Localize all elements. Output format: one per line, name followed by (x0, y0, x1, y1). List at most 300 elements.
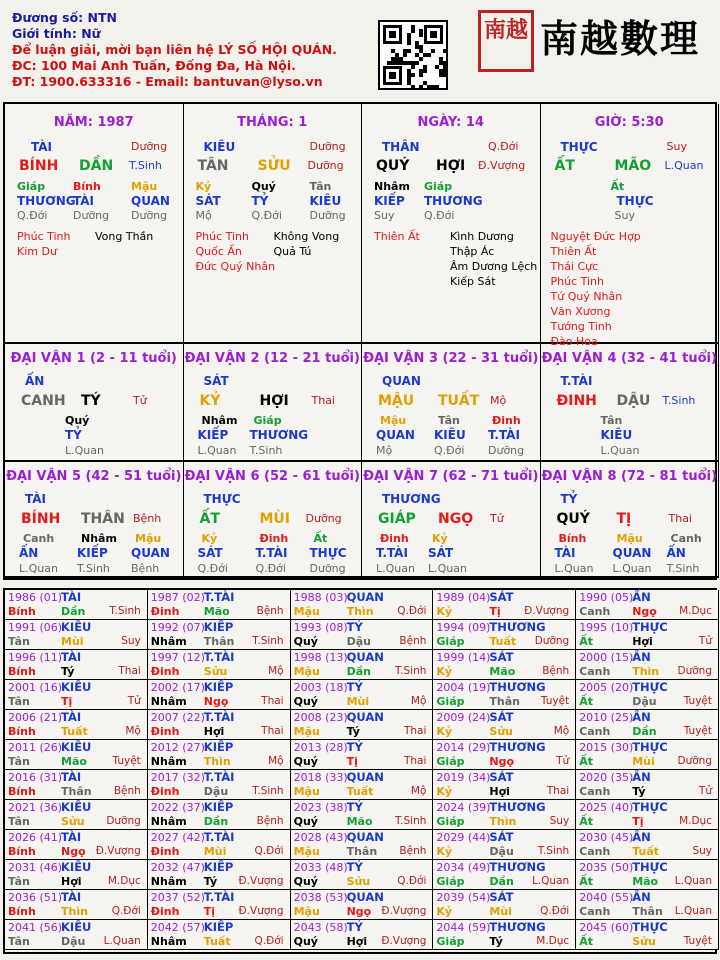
year-label: 1995 (10) (579, 621, 634, 634)
year-branch: Mùi (61, 635, 84, 648)
qr-finder-dot-icon (389, 72, 396, 79)
hidden-stem: Nhâm (201, 414, 238, 427)
qr-module (411, 73, 415, 77)
year-cell (5, 650, 148, 680)
year-phase: Mộ (410, 785, 427, 797)
year-phase: Tuyệt (112, 755, 141, 767)
seal-stamp (478, 10, 534, 72)
hidden-stem: Giáp (253, 414, 282, 427)
star-item: Thập Ác (450, 245, 495, 258)
year-stem: Nhâm (150, 635, 187, 648)
star-item: Thiên Ất (374, 230, 420, 243)
star-item: Thiên Ất (550, 245, 597, 258)
dai-van-stem: BÍNH (21, 511, 61, 527)
year-label: 2044 (59) (436, 921, 491, 934)
year-stem: Mậu (293, 605, 320, 618)
year-stem: Nhâm (150, 875, 187, 888)
hidden-ten-god: QUAN (131, 546, 170, 560)
year-stem: Giáp (436, 755, 465, 768)
year-label: 1988 (03) (293, 591, 348, 604)
qr-module (427, 53, 431, 57)
year-label: 2043 (58) (293, 921, 348, 934)
hidden-stem: Canh (670, 532, 702, 545)
pillar-phase: Dưỡng (307, 159, 344, 172)
year-branch: Thân (489, 695, 520, 708)
year-cell (5, 800, 148, 830)
address-line: ĐC: 100 Mai Anh Tuấn, Đống Đa, Hà Nội. (12, 58, 296, 73)
pillar-stem: BÍNH (19, 158, 59, 174)
year-label: 2017 (32) (150, 771, 205, 784)
year-ten-god: T.TÀI (203, 590, 235, 604)
dai-van-phase: Thai (311, 394, 335, 407)
year-stem: Quý (293, 935, 318, 948)
year-branch: Hợi (203, 725, 225, 738)
dai-van-stem: GIÁP (378, 511, 416, 527)
hidden-phase: L.Quan (600, 444, 640, 457)
year-stem: Giáp (436, 935, 465, 948)
year-phase: Thai (261, 725, 284, 737)
year-phase: Tuyệt (540, 695, 570, 707)
year-label: 2013 (28) (293, 741, 348, 754)
year-cell (148, 800, 291, 830)
year-cell (433, 800, 576, 830)
star-item: Đức Quý Nhân (195, 260, 276, 273)
year-phase: Dưỡng (677, 665, 712, 677)
year-cell (576, 830, 719, 860)
year-ten-god: TỶ (346, 920, 363, 934)
hidden-phase: Suy (614, 209, 635, 222)
year-cell (5, 680, 148, 710)
year-ten-god: TÀI (61, 710, 82, 724)
year-branch: Ngọ (203, 695, 229, 708)
dai-van-branch: TỊ (616, 511, 632, 527)
hidden-stem: Canh (23, 532, 55, 545)
qr-module (411, 65, 415, 69)
year-cell (576, 680, 719, 710)
year-phase: M.Dục (679, 605, 712, 617)
year-phase: Tử (127, 695, 141, 707)
dai-van-ten-god: T.TÀI (560, 374, 593, 388)
year-label: 2016 (31) (8, 771, 63, 784)
year-cell (291, 740, 434, 770)
qr-module (415, 61, 419, 65)
year-stem: Kỷ (436, 905, 453, 918)
year-phase: Mộ (410, 695, 427, 707)
year-ten-god: SÁT (489, 830, 514, 844)
year-branch: Dậu (346, 635, 371, 648)
year-branch: Tuất (489, 635, 517, 648)
year-phase: Tuyệt (683, 695, 712, 707)
star-item: Không Vong (273, 230, 340, 243)
year-ten-god: TÀI (61, 890, 82, 904)
year-ten-god: SÁT (489, 590, 514, 604)
year-ten-god: THỰC (632, 800, 668, 814)
year-phase: L.Quan (103, 935, 141, 947)
year-label: 2009 (24) (436, 711, 491, 724)
year-cell (5, 890, 148, 920)
year-ten-god: KIÊU (61, 920, 92, 934)
gender-value: Nữ (81, 26, 101, 41)
qr-finder-dot-icon (430, 31, 437, 38)
year-branch: Tị (632, 815, 644, 828)
hidden-phase: Q.Đới (251, 209, 282, 222)
year-stem: Canh (579, 785, 611, 798)
year-stem: Ất (579, 875, 593, 888)
year-label: 2002 (17) (150, 681, 205, 694)
dai-van-phase: Bệnh (133, 512, 162, 525)
year-label: 2027 (42) (150, 831, 205, 844)
year-branch: Sửu (632, 935, 656, 948)
year-stem: Quý (293, 755, 318, 768)
hidden-phase: L.Quan (19, 562, 58, 575)
year-cell (148, 920, 291, 950)
year-cell (148, 860, 291, 890)
year-label: 1986 (01) (8, 591, 63, 604)
year-phase: Q.Đới (111, 905, 141, 917)
year-branch: Hợi (632, 635, 653, 648)
hidden-phase: Suy (374, 209, 395, 222)
year-ten-god: SÁT (489, 710, 514, 724)
qr-finder-dot-icon (389, 31, 396, 38)
year-phase: M.Dục (107, 875, 141, 887)
qr-code-icon[interactable] (378, 20, 448, 90)
pillar-branch: SỬU (257, 158, 291, 174)
year-ten-god: SÁT (489, 890, 514, 904)
year-phase: Đ.Vượng (524, 605, 570, 617)
qr-module (403, 53, 407, 57)
year-ten-god: THỰC (632, 620, 668, 634)
dai-van-stem: ĐINH (556, 393, 597, 409)
year-label: 1994 (09) (436, 621, 491, 634)
year-ten-god: KIẾP (203, 740, 234, 754)
year-label: 2042 (57) (150, 921, 205, 934)
year-branch: Ngọ (61, 845, 86, 858)
year-branch: Dậu (632, 695, 657, 708)
year-cell (576, 620, 719, 650)
year-branch: Thìn (632, 665, 660, 678)
year-label: 2010 (25) (579, 711, 634, 724)
star-item: Nguyệt Đức Hợp (550, 230, 641, 243)
year-cell (148, 590, 291, 620)
year-label: 2015 (30) (579, 741, 634, 754)
qr-module (419, 57, 423, 61)
dai-van-branch: TÝ (81, 393, 101, 409)
year-branch: Thân (632, 905, 663, 918)
year-branch: Tuất (632, 845, 659, 858)
year-cell (433, 590, 576, 620)
hidden-ten-god: SÁT (428, 546, 454, 560)
star-item: Âm Dương Lệch (450, 260, 538, 273)
year-stem: Bính (8, 725, 36, 738)
year-stem: Kỷ (436, 665, 453, 678)
year-phase: Bệnh (399, 635, 427, 647)
pillar-cell (184, 104, 363, 344)
hidden-stem: Bính (558, 532, 587, 545)
year-label: 1993 (08) (293, 621, 348, 634)
dai-van-cell (362, 462, 541, 578)
year-stem: Bính (8, 665, 36, 678)
year-cell (148, 710, 291, 740)
year-ten-god: THỰC (632, 920, 668, 934)
star-item: Quốc Ấn (195, 245, 242, 258)
year-stem: Ất (579, 695, 593, 708)
year-branch: Tị (203, 905, 216, 918)
hidden-phase: L.Quan (554, 562, 594, 575)
year-branch: Tuất (203, 935, 231, 948)
year-stem: Nhâm (150, 755, 187, 768)
year-cell (291, 800, 434, 830)
hidden-ten-god: TỶ (65, 428, 82, 442)
pillar-title: GIỜ: 5:30 (594, 115, 664, 130)
dai-van-title: ĐẠI VẬN 6 (52 - 61 tuổi) (184, 469, 360, 484)
year-stem: Giáp (436, 635, 465, 648)
hidden-stem: Ất (610, 180, 625, 193)
year-label: 2032 (47) (150, 861, 205, 874)
year-branch: Tý (203, 875, 218, 888)
pillar-stem: TÂN (197, 158, 229, 174)
year-cell (5, 590, 148, 620)
year-phase: Tuyệt (683, 725, 712, 737)
year-phase: Mộ (268, 665, 284, 677)
year-cell (5, 620, 148, 650)
year-phase: Đ.Vượng (238, 875, 284, 887)
dai-van-ten-god: SÁT (203, 374, 229, 388)
dai-van-cell (184, 462, 363, 578)
year-cell (576, 770, 719, 800)
year-label: 2014 (29) (436, 741, 491, 754)
year-stem: Đinh (150, 845, 180, 858)
year-ten-god: THƯƠNG (489, 680, 546, 694)
star-item: Phúc Tinh (17, 230, 71, 243)
year-phase: Bệnh (256, 815, 284, 827)
hidden-ten-god: KIẾP (197, 428, 229, 442)
dai-van-title: ĐẠI VẬN 5 (42 - 51 tuổi) (6, 469, 182, 484)
year-cell (433, 710, 576, 740)
qr-module (443, 73, 447, 77)
hidden-ten-god: QUAN (131, 194, 170, 208)
year-cell (5, 740, 148, 770)
star-item: Văn Xương (550, 305, 611, 318)
hidden-ten-god: KIẾP (77, 546, 108, 560)
hidden-phase: Q.Đới (434, 444, 465, 457)
year-branch: Tý (632, 785, 646, 798)
dai-van-phase: Dưỡng (305, 512, 342, 525)
year-ten-god: TỶ (346, 860, 363, 874)
year-phase: Thai (403, 725, 427, 737)
year-stem: Quý (293, 815, 318, 828)
year-stem: Ất (579, 755, 593, 768)
hidden-stem: Ất (313, 532, 328, 545)
hidden-ten-god: ẤN (666, 546, 686, 560)
year-phase: Q.Đới (397, 875, 427, 887)
year-ten-god: KIẾP (203, 620, 234, 634)
year-phase: Dưỡng (106, 815, 141, 827)
year-stem: Tân (8, 635, 30, 648)
hidden-stem: Tân (600, 414, 623, 427)
qr-module (423, 69, 427, 73)
year-ten-god: ẤN (632, 830, 651, 844)
year-ten-god: KIÊU (61, 740, 92, 754)
pillar-cell (362, 104, 541, 344)
dai-van-ten-god: THƯƠNG (382, 492, 441, 506)
year-cell (148, 650, 291, 680)
hidden-ten-god: ẤN (19, 546, 39, 560)
seal-text: 南越 (483, 17, 528, 43)
year-cell (433, 860, 576, 890)
year-ten-god: TỶ (346, 620, 363, 634)
owner-label: Đương số: (12, 10, 84, 25)
year-label: 2007 (22) (150, 711, 205, 724)
year-branch: Mùi (632, 755, 655, 768)
hidden-stem: Kỷ (432, 532, 448, 545)
hidden-phase: Q.Đới (255, 562, 286, 575)
dai-van-title: ĐẠI VẬN 7 (62 - 71 tuổi) (363, 469, 539, 484)
year-ten-god: KIẾP (203, 800, 234, 814)
year-branch: Dậu (203, 785, 229, 798)
year-cell (291, 710, 434, 740)
year-label: 2025 (40) (579, 801, 634, 814)
year-label: 2030 (45) (579, 831, 634, 844)
year-label: 2045 (60) (579, 921, 634, 934)
year-phase: Đ.Vượng (381, 905, 427, 917)
year-ten-god: TÀI (61, 590, 82, 604)
year-phase: L.Quan (531, 875, 570, 887)
hidden-phase: L.Quan (65, 444, 104, 457)
pillar-star: Dưỡng (131, 140, 168, 153)
dai-van-ten-god: QUAN (382, 374, 421, 388)
year-label: 2038 (53) (293, 891, 348, 904)
year-branch: Thìn (346, 605, 374, 618)
year-phase: Dưỡng (534, 635, 570, 647)
hidden-stem: Đinh (380, 532, 409, 545)
year-label: 1996 (11) (8, 651, 63, 664)
year-label: 2021 (36) (8, 801, 63, 814)
dai-van-branch: THÂN (81, 511, 125, 527)
year-phase: Suy (692, 845, 712, 857)
year-label: 2018 (33) (293, 771, 348, 784)
year-label: 1992 (07) (150, 621, 205, 634)
year-label: 1989 (04) (436, 591, 491, 604)
year-label: 2037 (52) (150, 891, 205, 904)
year-ten-god: QUAN (346, 590, 384, 604)
hidden-phase: T.Sinh (249, 444, 283, 457)
pillar-phase: L.Quan (664, 159, 704, 172)
year-label: 2022 (37) (150, 801, 205, 814)
year-stem: Tân (8, 935, 30, 948)
year-stem: Canh (579, 845, 611, 858)
year-ten-god: QUAN (346, 770, 384, 784)
year-stem: Quý (293, 695, 318, 708)
year-ten-god: THƯƠNG (489, 920, 546, 934)
dai-van-cell (184, 344, 363, 462)
hidden-ten-god: THƯƠNG (249, 428, 309, 442)
year-phase: Mộ (268, 755, 284, 767)
dai-van-cell (362, 344, 541, 462)
pillar-ten-god: THỰC (560, 140, 598, 154)
year-ten-god: THƯƠNG (489, 800, 546, 814)
year-cell (148, 740, 291, 770)
year-stem: Giáp (436, 815, 465, 828)
hidden-stem: Tân (309, 180, 332, 193)
year-cell (291, 590, 434, 620)
year-ten-god: ẤN (632, 710, 651, 724)
star-item: Kình Dương (450, 230, 514, 243)
year-label: 1997 (12) (150, 651, 205, 664)
year-cell (576, 860, 719, 890)
year-stem: Tân (8, 755, 30, 768)
qr-module (419, 33, 423, 37)
year-branch: Sửu (489, 725, 513, 738)
year-ten-god: KIẾP (203, 680, 234, 694)
year-branch: Dậu (489, 845, 514, 858)
pillar-branch: HỢI (436, 158, 466, 174)
year-cell (5, 830, 148, 860)
hidden-ten-god: THỰC (309, 546, 347, 560)
year-stem: Nhâm (150, 695, 187, 708)
star-item: Thái Cực (550, 260, 599, 273)
dai-van-branch: TUẤT (438, 393, 480, 409)
hidden-ten-god: KIÊU (434, 428, 466, 442)
hidden-stem: Nhâm (81, 532, 117, 545)
year-stem: Bính (8, 905, 36, 918)
year-branch: Mão (632, 875, 659, 888)
hidden-phase: Dưỡng (73, 209, 110, 222)
hidden-ten-god: T.TÀI (488, 428, 520, 442)
hidden-ten-god: T.TÀI (255, 546, 288, 560)
year-label: 2004 (19) (436, 681, 491, 694)
qr-module (407, 49, 411, 53)
hidden-phase: Q.Đới (424, 209, 455, 222)
year-branch: Tuất (346, 785, 374, 798)
year-phase: Q.Đới (397, 605, 427, 617)
year-phase: Tử (698, 785, 712, 797)
hidden-ten-god: THƯƠNG (17, 194, 76, 208)
year-branch: Tý (61, 665, 75, 678)
year-cell (576, 920, 719, 950)
dai-van-stem: KỶ (199, 393, 221, 409)
year-phase: Thai (261, 695, 284, 707)
pillar-ten-god: TÀI (31, 140, 53, 154)
year-cell (148, 680, 291, 710)
dai-van-title: ĐẠI VẬN 1 (2 - 11 tuổi) (10, 351, 177, 366)
year-label: 2011 (26) (8, 741, 63, 754)
year-phase: Đ.Vượng (95, 845, 141, 857)
year-phase: Mộ (125, 725, 141, 737)
year-stem: Giáp (436, 875, 465, 888)
year-label: 2028 (43) (293, 831, 348, 844)
year-ten-god: THỰC (632, 740, 668, 754)
year-cell (291, 650, 434, 680)
hidden-phase: T.Sinh (666, 562, 700, 575)
year-branch: Dần (61, 605, 86, 618)
year-branch: Mão (489, 665, 516, 678)
year-cell (433, 890, 576, 920)
dai-van-cell (5, 344, 184, 462)
year-stem: Mậu (293, 905, 320, 918)
dai-van-ten-god: TÀI (25, 492, 47, 506)
dai-van-phase: Thai (668, 512, 692, 525)
phone-email-line[interactable]: ĐT: 1900.633316 - Email: bantuvan@lyso.vn (12, 74, 323, 89)
year-stem: Canh (579, 725, 611, 738)
year-branch: Sửu (203, 665, 228, 678)
year-phase: Q.Đới (254, 845, 284, 857)
star-item: Quả Tú (273, 245, 312, 258)
hidden-phase: Bệnh (131, 562, 160, 575)
year-label: 2031 (46) (8, 861, 63, 874)
year-stem: Kỷ (436, 605, 453, 618)
year-stem: Tân (8, 875, 30, 888)
year-label: 1987 (02) (150, 591, 205, 604)
